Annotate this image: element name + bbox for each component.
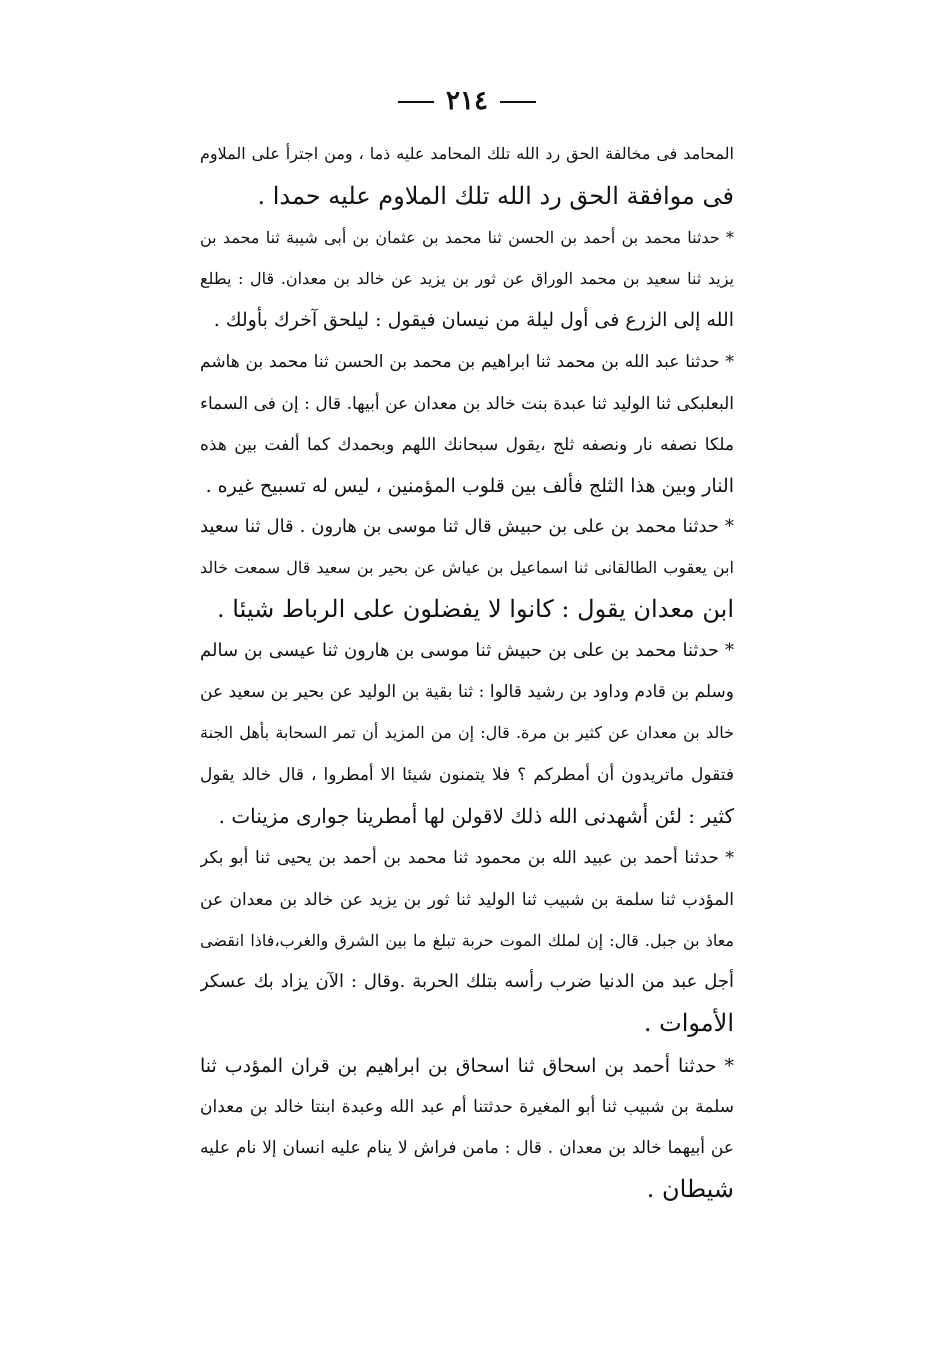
text-line: * حدثنا أحمد بن عبيد الله بن محمود ثنا محمد بن أحمد بن يحيى ثنا أبو بكر <box>200 848 734 868</box>
text-line: ابن يعقوب الطالقانى ثنا اسماعيل بن عياش عن بحير بن سعيد قال سمعت خالد <box>200 558 734 577</box>
text-line: * حدثنا محمد بن أحمد بن الحسن ثنا محمد بن عثمان بن أبى شيبة ثنا محمد بن <box>200 228 734 247</box>
text-line: * حدثنا عبد الله بن محمد ثنا ابراهيم بن محمد بن الحسن ثنا محمد بن هاشم <box>200 352 734 372</box>
right-dash <box>398 101 434 103</box>
text-line: كثير : لئن أشهدنى الله ذلك لاقولن لها أمطرينا جوارى مزينات . <box>218 804 734 828</box>
text-line: فتقول ماتريدون أن أمطركم ؟ فلا يتمنون شيئا الا أمطروا ، قال خالد يقول <box>200 765 734 785</box>
text-line: * حدثنا محمد بن على بن حبيش ثنا موسى بن هارون ثنا عيسى بن سالم <box>200 640 734 661</box>
text-line: * حدثنا محمد بن على بن حبيش قال ثنا موسى بن هارون . قال ثنا سعيد <box>200 516 734 537</box>
text-line: المحامد فى مخالفة الحق رد الله تلك المحامد عليه ذما ، ومن اجترأ على الملاوم <box>200 144 734 163</box>
text-line: النار وبين هذا الثلج فألف بين قلوب المؤمنين ، ليس له تسبيح غيره . <box>205 475 734 497</box>
text-line: أجل عبد من الدنيا ضرب رأسه بتلك الحربة .وقال : الآن يزاد بك عسكر <box>200 971 734 992</box>
text-line: سلمة بن شبيب ثنا أبو المغيرة حدثتنا أم عبد الله وعبدة ابنتا خالد بن معدان <box>200 1097 734 1117</box>
text-line: وسلم بن قادم وداود بن رشيد قالوا : ثنا بقية بن الوليد عن بحير بن سعيد عن <box>200 682 734 702</box>
text-line: ملكا نصفه نار ونصفه ثلج ،يقول سبحانك اللهم وبحمدك كما ألفت بين هذه <box>200 435 734 455</box>
text-line: فى موافقة الحق رد الله تلك الملاوم عليه حمدا . <box>257 182 734 210</box>
text-line: معاذ بن جبل. قال: إن لملك الموت حربة تبلغ ما بين الشرق والغرب،فاذا انقضى <box>200 931 734 950</box>
left-dash <box>500 101 536 103</box>
page-number-text: ٢١٤ <box>446 86 488 116</box>
text-line: الله إلى الزرع فى أول ليلة من نيسان فيقول : ليلحق آخرك بأولك . <box>213 309 734 331</box>
text-line: المؤدب ثنا سلمة بن شبيب ثنا الوليد ثنا ثور بن يزيد عن خالد بن معدان عن <box>200 890 734 910</box>
text-line: البعلبكى ثنا الوليد ثنا عبدة بنت خالد بن معدان عن أبيها. قال : إن فى السماء <box>200 394 734 414</box>
text-line: خالد بن معدان عن كثير بن مرة. قال: إن من المزيد أن تمر السحابة بأهل الجنة <box>200 723 734 742</box>
text-line: ابن معدان يقول : كانوا لا يفضلون على الرباط شيئا . <box>217 595 734 623</box>
page-number <box>0 86 934 116</box>
text-line: شيطان . <box>646 1175 734 1203</box>
text-line: يزيد ثنا سعيد بن محمد الوراق عن ثور بن يزيد عن خالد بن معدان. قال : يطلع <box>200 269 734 288</box>
text-line: * حدثنا أحمد بن اسحاق ثنا اسحاق بن ابراهيم بن قران المؤدب ثنا <box>200 1055 734 1077</box>
text-line: عن أبيهما خالد بن معدان . قال : مامن فراش لا ينام عليه انسان إلا نام عليه <box>200 1138 734 1158</box>
text-line: الأموات . <box>643 1009 734 1037</box>
